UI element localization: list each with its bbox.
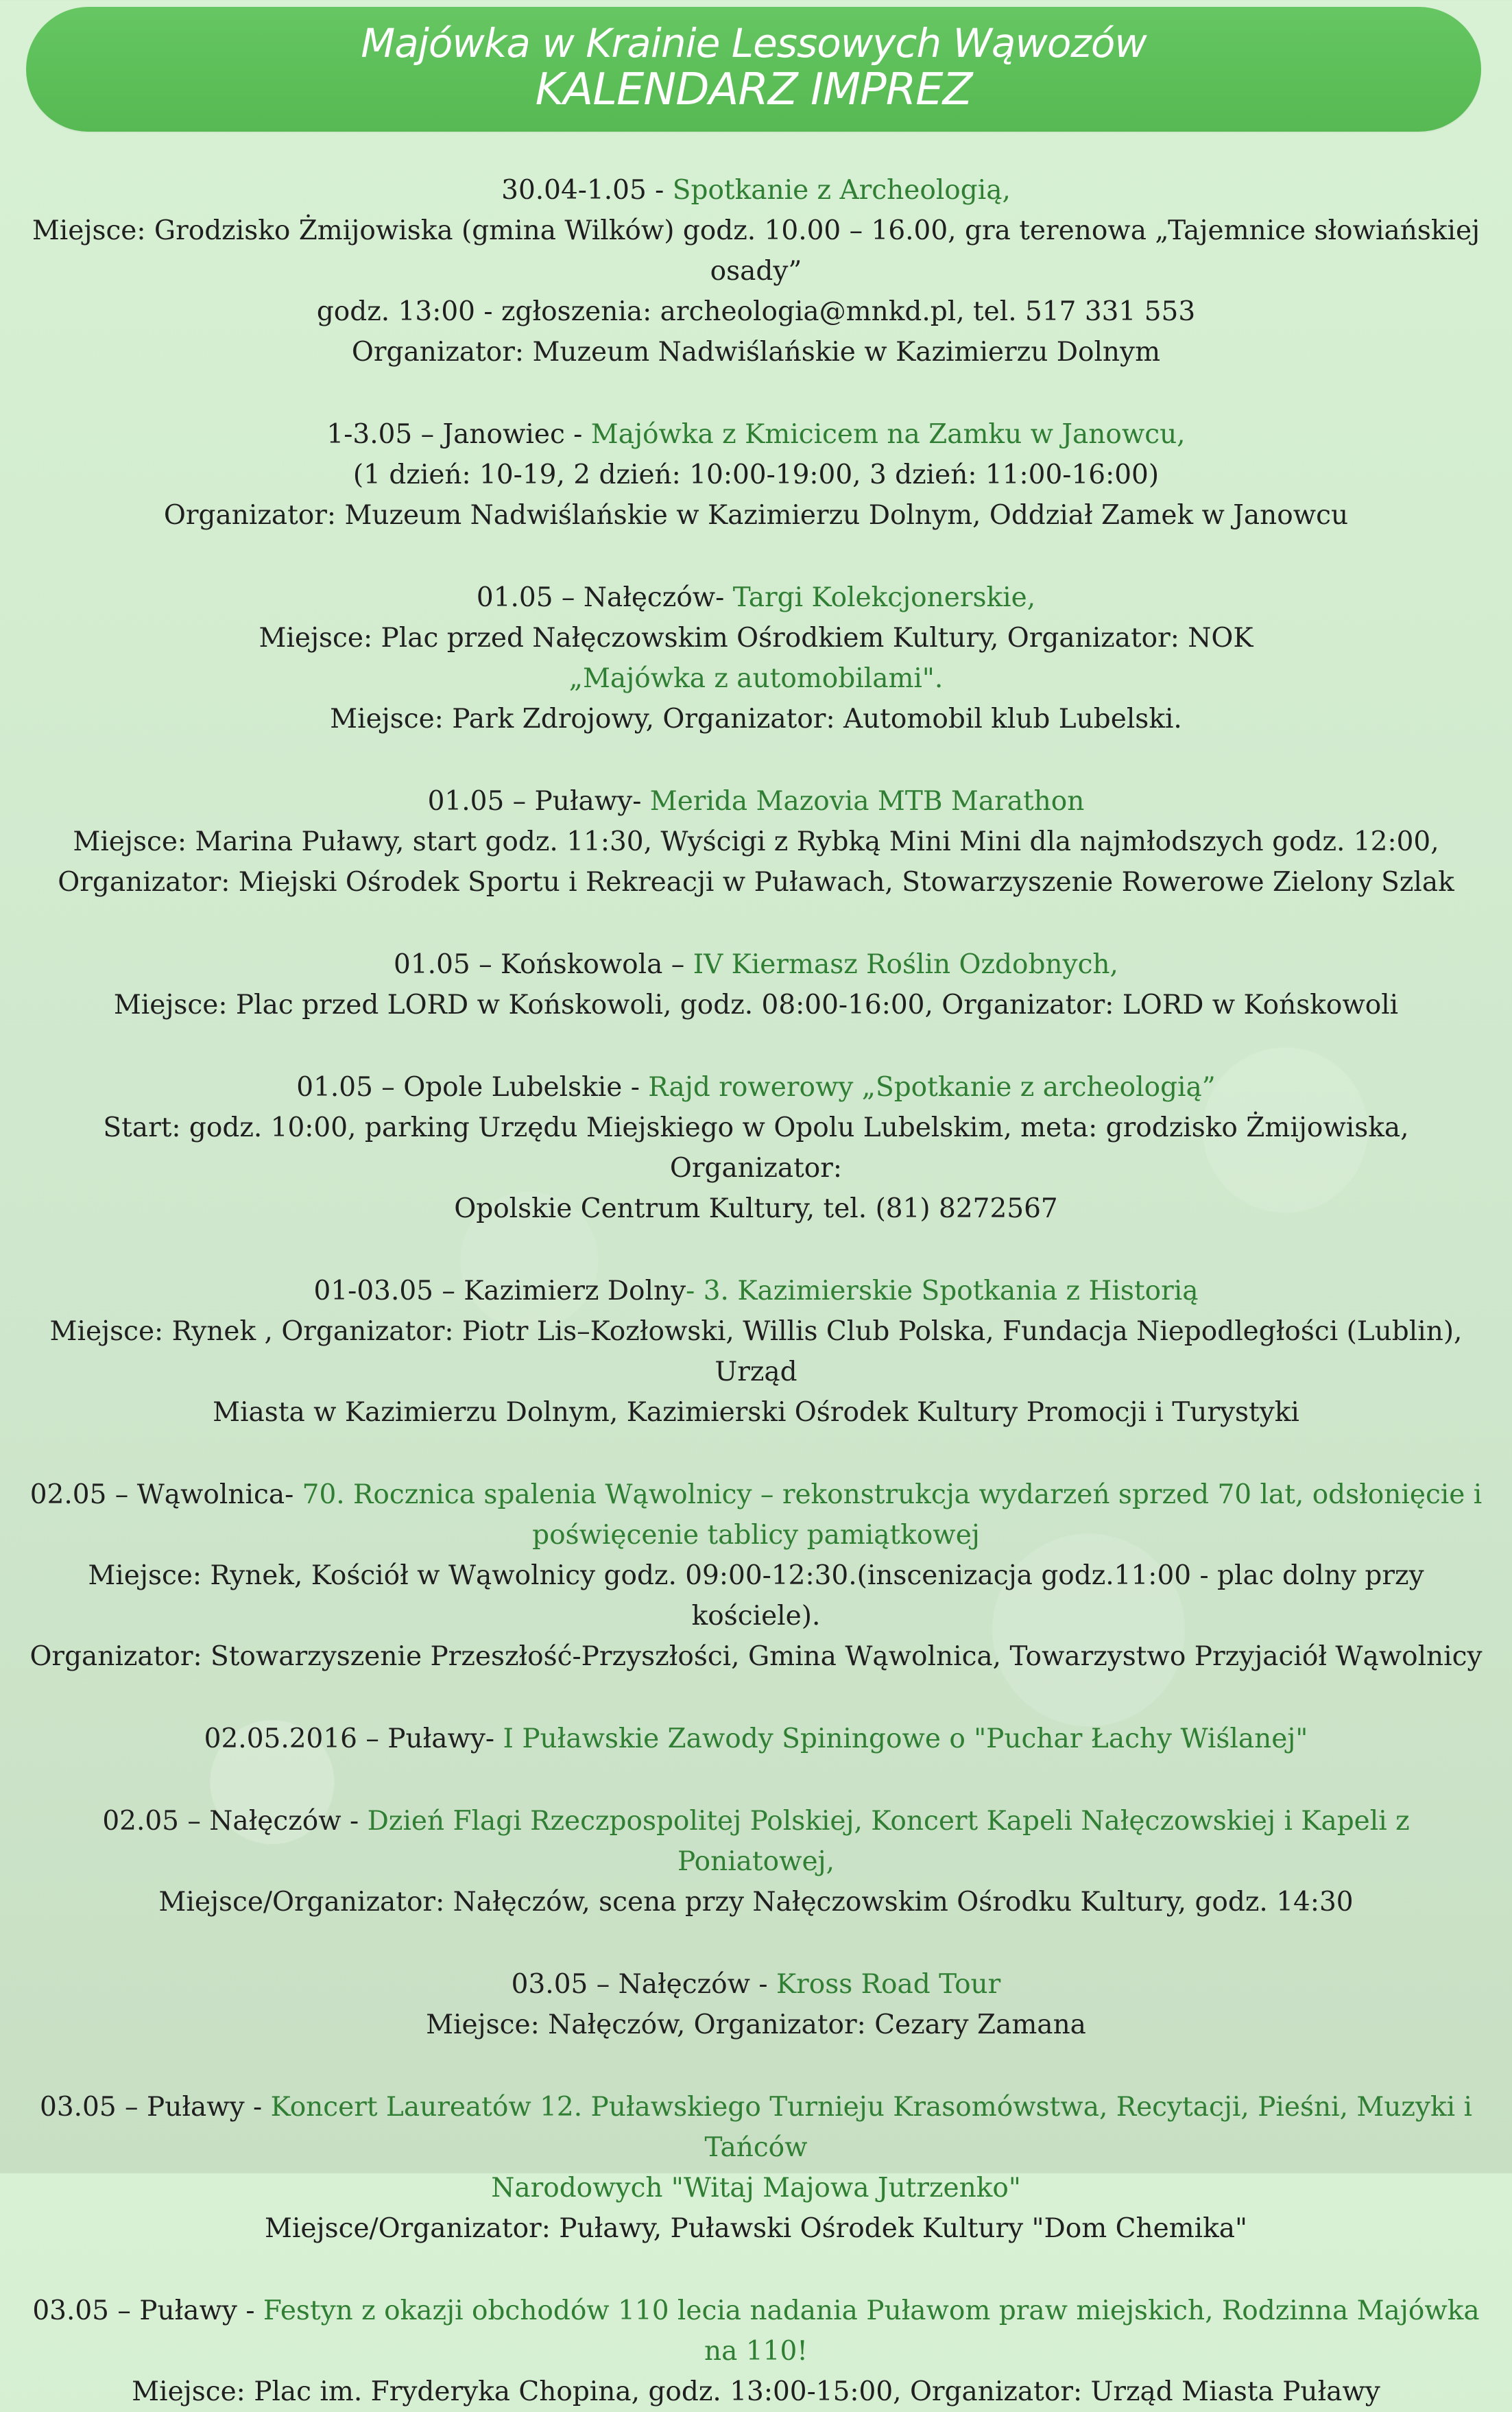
event-text: Miejsce: Plac im. Fryderyka Chopina, godz. 13:00-15:00, Organizator: Urząd Miasta Puławy xyxy=(132,2376,1380,2407)
event-text: 03.05 – Puławy - xyxy=(32,2295,263,2326)
event-text: Miejsce: Plac przed LORD w Końskowoli, godz. 08:00-16:00, Organizator: LORD w Końskowoli xyxy=(113,990,1399,1020)
event-line xyxy=(27,1515,1485,1555)
event-highlight-text: - 3. Kazimierskie Spotkania z Historią xyxy=(686,1276,1199,1306)
event-line xyxy=(27,1636,1485,1677)
event-entry xyxy=(27,170,1485,372)
event-text: Opolskie Centrum Kultury, tel. (81) 8272567 xyxy=(454,1193,1058,1224)
event-text: Organizator: Muzeum Nadwiślańskie w Kazimierzu Dolnym, Oddział Zamek w Janowcu xyxy=(163,500,1349,531)
event-text: 02.05 – Wąwolnica- xyxy=(29,1479,302,1510)
event-line xyxy=(27,822,1485,862)
event-text: 01.05 – Nałęczów- xyxy=(476,582,733,613)
event-line xyxy=(27,618,1485,658)
event-text: 30.04-1.05 - xyxy=(501,175,673,206)
event-text: 03.05 – Puławy - xyxy=(40,2092,271,2123)
event-entry xyxy=(27,1801,1485,1922)
event-highlight-text: Targi Kolekcjonerskie, xyxy=(732,582,1036,613)
event-entry xyxy=(27,1067,1485,1229)
event-highlight-text: Koncert Laureatów 12. Puławskiego Turnieju Krasomówstwa, Recytacji, Pieśni, Muzyki i Tańców xyxy=(270,2092,1472,2163)
events-list xyxy=(27,170,1485,2412)
event-line xyxy=(27,332,1485,372)
calendar-header xyxy=(26,7,1481,132)
event-highlight-text: Dzień Flagi Rzeczpospolitej Polskiej, Koncert Kapeli Nałęczowskiej i Kapeli z Poniatowej, xyxy=(367,1806,1410,1877)
event-line xyxy=(27,577,1485,618)
event-text: 02.05 – Nałęczów - xyxy=(102,1806,368,1837)
event-line xyxy=(27,1801,1485,1882)
event-line xyxy=(27,1271,1485,1311)
event-line xyxy=(27,211,1485,291)
event-entry xyxy=(27,577,1485,739)
event-entry xyxy=(27,944,1485,1025)
event-text: godz. 13:00 - zgłoszenia: archeologia@mnkd.pl, tel. 517 331 553 xyxy=(316,296,1196,327)
event-line xyxy=(27,414,1485,455)
event-highlight-text: Festyn z okazji obchodów 110 lecia nadania Puławom praw miejskich, Rodzinna Majówka na 110! xyxy=(263,2295,1480,2367)
event-line xyxy=(27,1964,1485,2005)
event-line xyxy=(27,495,1485,536)
event-entry xyxy=(27,781,1485,903)
event-highlight-text: Rajd rowerowy „Spotkanie z archeologią” xyxy=(648,1072,1216,1103)
event-line xyxy=(27,1067,1485,1108)
event-line xyxy=(27,985,1485,1025)
event-line xyxy=(27,1189,1485,1229)
event-text: 01.05 – Końskowola – xyxy=(394,949,693,980)
event-text: Miejsce: Grodzisko Żmijowiska (gmina Wilków) godz. 10.00 – 16.00, gra terenowa „Tajemnice słowiańskiej osady” xyxy=(32,215,1480,287)
event-line xyxy=(27,2208,1485,2249)
event-text: Miejsce: Park Zdrojowy, Organizator: Automobil klub Lubelski. xyxy=(330,704,1182,735)
event-text: 01.05 – Opole Lubelskie - xyxy=(296,1072,649,1103)
event-text: Organizator: Stowarzyszenie Przeszłość-Przyszłości, Gmina Wąwolnica, Towarzystwo Przyjaciół Wąwolnicy xyxy=(29,1641,1483,1672)
event-text: Organizator: Miejski Ośrodek Sportu i Rekreacji w Puławach, Stowarzyszenie Rowerowe Zielony Szlak xyxy=(58,867,1454,898)
event-entry xyxy=(27,1719,1485,1759)
header-title: Majówka w Krainie Lessowych Wąwozów xyxy=(361,19,1147,67)
event-line xyxy=(27,944,1485,985)
event-text: Miejsce/Organizator: Puławy, Puławski Ośrodek Kultury "Dom Chemika" xyxy=(265,2213,1247,2244)
event-line xyxy=(27,1555,1485,1636)
event-line xyxy=(27,455,1485,495)
event-entry xyxy=(27,2291,1485,2412)
event-line xyxy=(27,1882,1485,1922)
event-text: 03.05 – Nałęczów - xyxy=(511,1969,776,2000)
event-text: Miasta w Kazimierzu Dolnym, Kazimierski Ośrodek Kultury Promocji i Turystyki xyxy=(213,1397,1299,1428)
event-highlight-text: Spotkanie z Archeologią, xyxy=(672,175,1011,206)
event-text: Miejsce: Rynek, Kościół w Wąwolnicy godz. 09:00-12:30.(inscenizacja godz.11:00 - plac dolny przy kościele). xyxy=(88,1560,1424,1632)
event-line xyxy=(27,781,1485,822)
event-entry xyxy=(27,1271,1485,1433)
event-entry xyxy=(27,1474,1485,1677)
event-text: Miejsce/Organizator: Nałęczów, scena przy Nałęczowskim Ośrodku Kultury, godz. 14:30 xyxy=(158,1887,1354,1918)
event-highlight-text: Majówka z Kmicicem na Zamku w Janowcu, xyxy=(590,419,1186,450)
event-highlight-text: Kross Road Tour xyxy=(776,1969,1001,2000)
event-line xyxy=(27,1311,1485,1392)
event-entry xyxy=(27,2087,1485,2249)
event-text: (1 dzień: 10-19, 2 dzień: 10:00-19:00, 3 dzień: 11:00-16:00) xyxy=(352,459,1160,490)
header-subtitle: KALENDARZ IMPREZ xyxy=(535,64,972,115)
event-highlight-text: „Majówka z automobilami". xyxy=(568,663,944,694)
event-line xyxy=(27,170,1485,211)
event-text: Miejsce: Marina Puławy, start godz. 11:30, Wyścigi z Rybką Mini Mini dla najmłodszych godz. 12:00, xyxy=(73,826,1439,857)
event-line xyxy=(27,2372,1485,2412)
event-line xyxy=(27,2005,1485,2045)
event-line xyxy=(27,862,1485,903)
event-highlight-text: poświęcenie tablicy pamiątkowej xyxy=(532,1520,980,1551)
event-text: 1-3.05 – Janowiec - xyxy=(326,419,591,450)
event-line xyxy=(27,1719,1485,1759)
event-entry xyxy=(27,1964,1485,2045)
event-line xyxy=(27,1108,1485,1189)
event-text: Miejsce: Rynek , Organizator: Piotr Lis–Kozłowski, Willis Club Polska, Fundacja Niepodległości (Lublin), Urząd xyxy=(49,1316,1463,1387)
event-line xyxy=(27,699,1485,739)
event-text: Start: godz. 10:00, parking Urzędu Miejskiego w Opolu Lubelskim, meta: grodzisko Żmijowiska, Organizator: xyxy=(103,1112,1409,1184)
event-text: Organizator: Muzeum Nadwiślańskie w Kazimierzu Dolnym xyxy=(351,337,1161,368)
event-highlight-text: Narodowych "Witaj Majowa Jutrzenko" xyxy=(491,2173,1021,2204)
event-text: 01-03.05 – Kazimierz Dolny xyxy=(313,1276,686,1306)
event-line xyxy=(27,1474,1485,1515)
event-line xyxy=(27,2087,1485,2168)
event-text: 01.05 – Puławy- xyxy=(427,786,650,817)
event-highlight-text: Merida Mazovia MTB Marathon xyxy=(649,786,1085,817)
event-highlight-text: 70. Rocznica spalenia Wąwolnicy – rekonstrukcja wydarzeń sprzed 70 lat, odsłonięcie i xyxy=(302,1479,1483,1510)
event-highlight-text: I Puławskie Zawody Spiningowe o "Puchar Łachy Wiślanej" xyxy=(503,1723,1308,1754)
event-line xyxy=(27,291,1485,332)
event-highlight-text: IV Kiermasz Roślin Ozdobnych, xyxy=(693,949,1118,980)
event-entry xyxy=(27,414,1485,536)
event-text: Miejsce: Nałęczów, Organizator: Cezary Zamana xyxy=(426,2009,1086,2040)
event-line xyxy=(27,2168,1485,2208)
event-line xyxy=(27,2291,1485,2372)
event-text: 02.05.2016 – Puławy- xyxy=(204,1723,503,1754)
event-text: Miejsce: Plac przed Nałęczowskim Ośrodkiem Kultury, Organizator: NOK xyxy=(259,623,1253,654)
event-line xyxy=(27,658,1485,699)
event-line xyxy=(27,1392,1485,1433)
